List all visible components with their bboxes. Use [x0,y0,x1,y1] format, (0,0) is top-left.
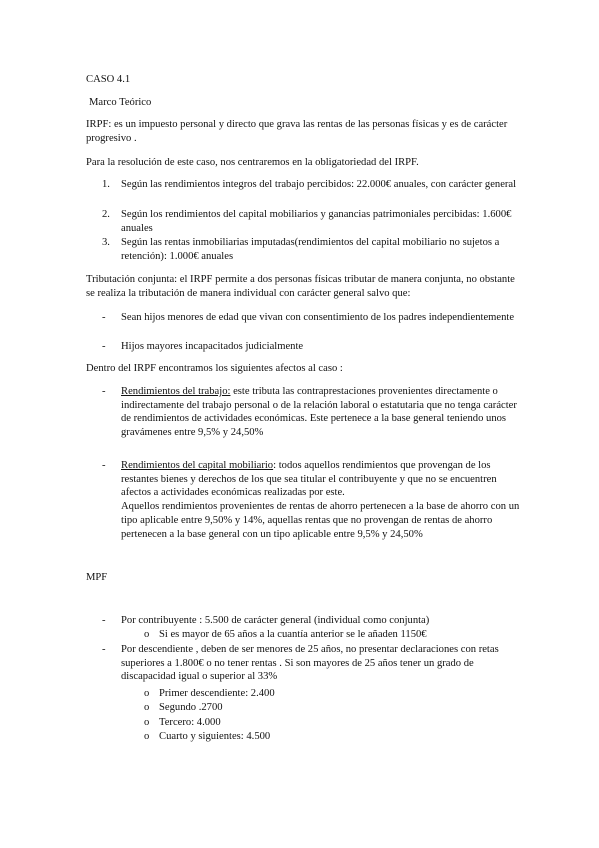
list-item [102,340,521,354]
list-item [102,614,521,628]
list-item-text: : todos aquellos rendimientos que provengan de los restantes bienes y derechos de los que sea titular el contribuyente y que no se encuentren afectos a actividades económicas realizadas por este. [121,460,497,499]
sub-list-item [144,701,529,715]
sub-list-item-text: Si es mayor de 65 años a la cuantía anterior se le añaden 1150€ [159,629,427,640]
affects-intro-paragraph: Dentro del IRPF encontramos los siguientes afectos al caso : [86,363,343,374]
list-marker: - [102,460,106,471]
list-item-heading: Rendimientos del trabajo: [121,386,231,397]
sub-list-item-text: Primer descendiente: 2.400 [159,688,275,699]
list-item-continuation: Aquellos rendimientos provenientes de rentas de ahorro pertenecen a la base de ahorro con un tipo aplicable entre 9,50% y 14%, aquellas rentas que no provengan de rentas de ahorro pertenecen a la base general con un tipo aplicable entre 9,5% y 24,50% [121,501,520,540]
list-item [102,643,521,684]
list-item-text: este tributa las contraprestaciones provenientes directamente o indirectamente del trabajo personal o de la relación laboral o estatutaria que no tenga carácter de rendimientos de actividades económicas. Este pertenece a la base general teniendo unos gravámenes entre 9,5% y 24,50% [121,386,517,439]
list-item-text: Por descendiente , deben de ser menores de 25 años, no presentar declaraciones con retas superiores a 1.800€ o no tener rentas . Si son mayores de 25 años tener un grado de discapacidad igual o superior al 33% [121,644,499,683]
sub-list-item [144,687,529,701]
list-marker: - [102,644,106,655]
list-marker: - [102,386,106,397]
sub-list-marker: o [144,702,150,713]
sub-list-item-text: Tercero: 4.000 [159,717,221,728]
sub-list-marker: o [144,731,150,742]
sub-list-item [144,730,529,744]
joint-taxation-paragraph: Tributación conjunta: el IRPF permite a dos personas físicas tributar de manera conjunta, no obstante se realiza la tributación de manera individual con carácter general salvo que: [86,274,515,299]
section-heading-marco-teorico: Marco Teórico [89,97,152,108]
list-item [102,208,521,235]
list-marker: 3. [102,237,110,248]
list-item [102,311,521,325]
list-item-text: Según los rendimientos del capital mobiliarios y ganancias patrimoniales percibidas: 1.600€ anuales [121,209,512,234]
list-item-heading: Rendimientos del capital mobiliario [121,460,274,471]
resolution-intro-paragraph: Para la resolución de este caso, nos centraremos en la obligatoriedad del IRPF. [86,157,419,168]
sub-list-item [144,716,529,730]
sub-list-marker: o [144,688,150,699]
list-marker: - [102,341,106,352]
list-item [102,459,521,541]
list-marker: 2. [102,209,110,220]
list-marker: 1. [102,179,110,190]
list-item-text: Según las rentas inmobiliarias imputadas(rendimientos del capital mobiliario no sujetos a retención): 1.000€ anuales [121,237,500,262]
sub-list-marker: o [144,629,150,640]
irpf-definition-paragraph: IRPF: es un impuesto personal y directo que grava las rentas de las personas físicas y es de carácter progresivo . [86,119,508,144]
list-item-text: Sean hijos menores de edad que vivan con consentimiento de los padres independientemente [121,312,515,323]
list-item [102,385,521,440]
list-item-text: Hijos mayores incapacitados judicialmente [121,341,304,352]
sub-list-marker: o [144,717,150,728]
list-item-text: Según las rendimientos integros del trabajo percibidos: 22.000€ anuales, con carácter general [121,179,517,190]
sub-list-item-text: Cuarto y siguientes: 4.500 [159,731,271,742]
document-title: CASO 4.1 [86,74,131,85]
list-item [102,236,521,263]
list-marker: - [102,615,106,626]
sub-list-item-text: Segundo .2700 [159,702,223,713]
sub-list-item [144,628,529,642]
list-item [102,178,521,192]
list-item-text: Por contribuyente : 5.500 de carácter general (individual como conjunta) [121,615,430,626]
list-marker: - [102,312,106,323]
section-heading-mpf: MPF [86,572,108,583]
